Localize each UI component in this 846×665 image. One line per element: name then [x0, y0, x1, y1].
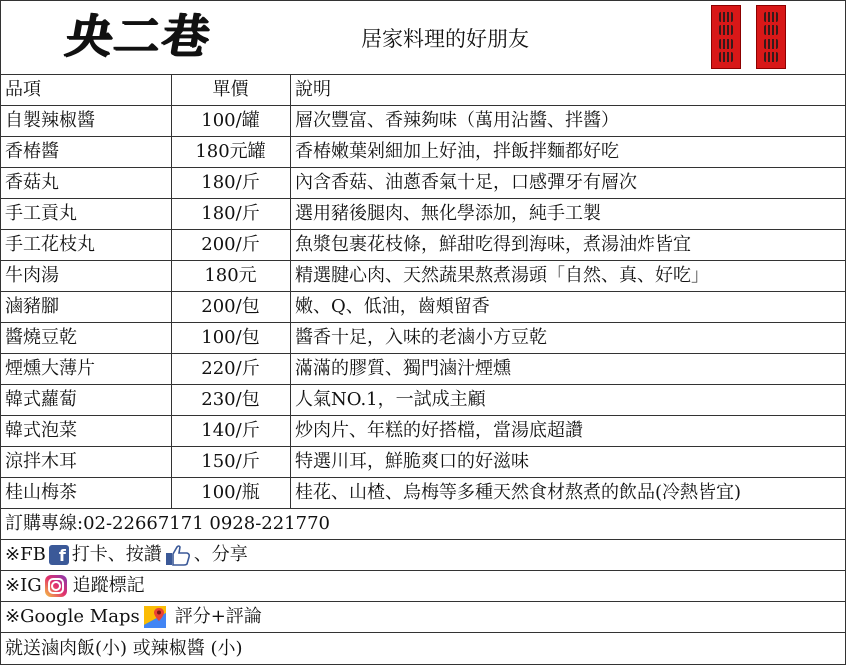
- table-row: [1, 199, 845, 230]
- item-price: 100/包: [201, 327, 260, 348]
- table-row: [1, 478, 845, 509]
- item-name: 香椿醬: [5, 141, 59, 162]
- item-name: 自製辣椒醬: [5, 110, 95, 131]
- instagram-promo: [1, 571, 845, 602]
- column-divider: [290, 75, 291, 509]
- item-name: 牛肉湯: [5, 265, 59, 286]
- gift-offer: [1, 633, 845, 664]
- item-price: 100/瓶: [201, 482, 260, 503]
- item-name: 手工貢丸: [5, 203, 77, 224]
- gift-offer-text: 就送滷肉飯(小) 或辣椒醬 (小): [5, 637, 243, 659]
- facebook-promo: [1, 540, 845, 571]
- item-price: 140/斤: [201, 420, 260, 441]
- red-banner-decoration: [756, 5, 786, 69]
- item-price: 100/罐: [201, 110, 260, 131]
- thumbs-up-icon: [165, 544, 191, 566]
- item-description: 香椿嫩葉剁細加上好油，拌飯拌麵都好吃: [295, 141, 619, 162]
- item-price: 200/包: [201, 296, 260, 317]
- item-price: 180元罐: [195, 141, 266, 162]
- red-banner-decoration: [711, 5, 741, 69]
- fb-text: 打卡、按讚: [71, 544, 162, 565]
- table-row: [1, 447, 845, 478]
- table-row: [1, 354, 845, 385]
- table-row: [1, 168, 845, 199]
- google-maps-icon: [143, 605, 167, 629]
- item-name: 手工花枝丸: [5, 234, 95, 255]
- table-row: [1, 106, 845, 137]
- slogan: 居家料理的好朋友: [361, 27, 529, 51]
- table-row: [1, 323, 845, 354]
- google-maps-promo: [1, 602, 845, 633]
- item-price: 180元: [204, 265, 257, 286]
- item-price: 230/包: [201, 389, 260, 410]
- brand-logo: 央二巷: [62, 9, 216, 63]
- table-row: [1, 261, 845, 292]
- order-hotline-text: 訂購專線:02-22667171 0928-221770: [5, 513, 330, 534]
- fb-text-share: 、分享: [193, 544, 248, 565]
- table-row: [1, 385, 845, 416]
- column-header-item: 品項: [5, 79, 41, 100]
- ig-prefix: ※IG: [5, 575, 42, 596]
- item-description: 桂花、山楂、烏梅等多種天然食材熬煮的飲品(冷熱皆宜): [295, 482, 742, 503]
- item-name: 涼拌木耳: [5, 451, 77, 472]
- column-divider: [171, 75, 172, 509]
- item-description: 層次豐富、香辣夠味（萬用沾醬、拌醬）: [295, 110, 619, 131]
- header: [1, 1, 845, 75]
- item-name: 香菇丸: [5, 172, 59, 193]
- item-description: 嫩、Q、低油，齒頰留香: [295, 296, 490, 317]
- instagram-icon: [45, 575, 67, 597]
- item-description: 內含香菇、油蔥香氣十足，口感彈牙有層次: [295, 172, 637, 193]
- item-name: 桂山梅茶: [5, 482, 77, 503]
- item-name: 韓式蘿蔔: [5, 389, 77, 410]
- item-description: 精選腱心肉、天然蔬果熬煮湯頭「自然、真、好吃」: [295, 265, 709, 286]
- table-row: [1, 230, 845, 261]
- item-price: 220/斤: [201, 358, 260, 379]
- price-table: [1, 75, 845, 509]
- fb-prefix: ※FB: [5, 544, 46, 565]
- item-description: 人氣NO.1，一試成主顧: [295, 389, 486, 410]
- gmaps-text: 評分+評論: [174, 606, 262, 627]
- gmaps-prefix: ※Google Maps: [5, 606, 140, 627]
- item-name: 煙燻大薄片: [5, 358, 95, 379]
- item-description: 醬香十足，入味的老滷小方豆乾: [295, 327, 547, 348]
- facebook-icon: f: [49, 545, 69, 565]
- ig-text: 追蹤標記: [72, 575, 145, 596]
- item-price: 150/斤: [201, 451, 260, 472]
- item-name: 滷豬腳: [5, 296, 59, 317]
- item-description: 特選川耳，鮮脆爽口的好滋味: [295, 451, 529, 472]
- item-description: 選用豬後腿肉、無化學添加，純手工製: [295, 203, 601, 224]
- column-header-price: 單價: [212, 79, 249, 100]
- item-description: 炒肉片、年糕的好搭檔，當湯底超讚: [295, 420, 583, 441]
- table-row: [1, 292, 845, 323]
- order-hotline: [1, 509, 845, 540]
- table-row: [1, 137, 845, 168]
- item-description: 滿滿的膠質、獨門滷汁煙燻: [295, 358, 511, 379]
- table-header-row: [1, 75, 845, 106]
- item-name: 醬燒豆乾: [5, 327, 77, 348]
- item-description: 魚漿包裹花枝條，鮮甜吃得到海味，煮湯油炸皆宜: [295, 234, 691, 255]
- item-price: 180/斤: [201, 172, 260, 193]
- column-header-description: 說明: [295, 79, 331, 100]
- item-name: 韓式泡菜: [5, 420, 77, 441]
- item-price: 200/斤: [201, 234, 260, 255]
- item-price: 180/斤: [201, 203, 260, 224]
- table-row: [1, 416, 845, 447]
